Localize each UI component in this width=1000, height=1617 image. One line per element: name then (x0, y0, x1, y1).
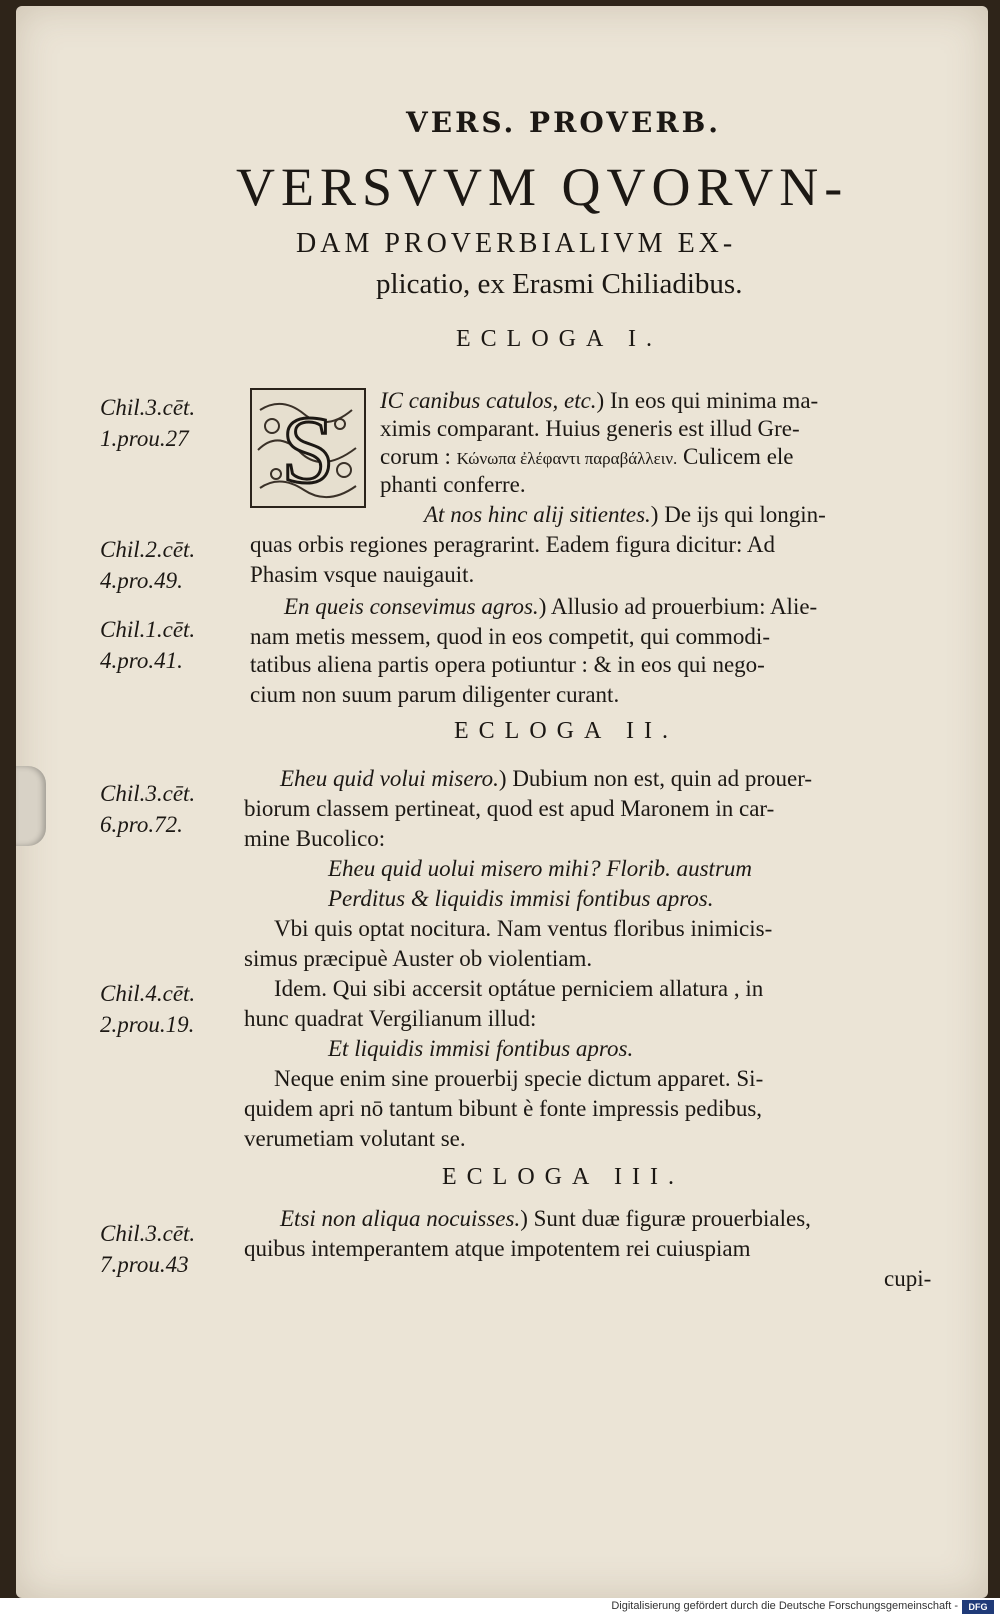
e3-line-1-lemma: Etsi non aliqua nocuisses. (280, 1206, 521, 1231)
margin-note-3 (100, 614, 240, 676)
e1-line-1 (380, 388, 818, 414)
decorated-initial (250, 388, 366, 508)
margin-note-2-line2: 4.pro.49. (100, 568, 183, 593)
title-line-1: VERSVVM QVORVN- (236, 157, 849, 217)
e1-line-11: cium non suum parum diligenter curant. (250, 682, 620, 707)
margin-note-4-line2: 6.pro.72. (100, 812, 183, 837)
e2-line-1-lemma: Eheu quid volui misero. (280, 766, 499, 791)
margin-note-4-line1: Chil.3.cēt. (100, 781, 196, 806)
e1-line-1-lemma: IC canibus catulos, etc. (380, 388, 597, 413)
title-line-3: plicatio, ex Erasmi Chiliadibus. (376, 268, 743, 300)
e2-line-1-text: ) Dubium non est, quin ad prouer- (498, 766, 813, 791)
e2-line-3: mine Bucolico: (244, 826, 386, 851)
e1-line-6: quas orbis regiones peragrarint. Eadem figura dicitur: Ad (250, 532, 776, 557)
dfg-logo: DFG (962, 1600, 994, 1614)
e1-greek-quote: Κώνωπα ἐλέφαντι παραβάλλειν. (456, 449, 678, 468)
e2-line-6: Idem. Qui sibi accersit optátue perniciem allatura , in (274, 976, 764, 1001)
margin-note-1-line1: Chil.3.cēt. (100, 395, 196, 420)
margin-note-3-line2: 4.pro.41. (100, 648, 183, 673)
e3-line-1 (280, 1206, 811, 1232)
e1-line-8 (284, 594, 817, 620)
book-page (16, 6, 988, 1598)
e1-line-5-text: ) De ijs qui longin- (650, 502, 826, 527)
ecloga-heading-1: ECLOGA I. (456, 326, 662, 352)
margin-note-2 (100, 534, 240, 596)
e1-line-8-lemma: En queis consevimus agros. (284, 594, 539, 619)
e1-line-5-lemma: At nos hinc alij sitientes. (424, 502, 651, 527)
footer-bar (0, 1598, 1000, 1617)
e2-line-1 (280, 766, 812, 792)
margin-note-6 (100, 1218, 240, 1280)
margin-note-3-line1: Chil.1.cēt. (100, 617, 196, 642)
e1-line-5 (424, 502, 826, 528)
e2-line-10: verumetiam volutant se. (244, 1126, 466, 1151)
margin-note-5 (100, 978, 240, 1040)
e1-line-9: nam metis messem, quod in eos competit, qui commodi- (250, 624, 770, 649)
e3-line-1-text: ) Sunt duæ figuræ prouerbiales, (520, 1206, 811, 1231)
svg-text:S: S (281, 396, 335, 503)
e2-quote-2: Perditus & liquidis immisi fontibus apros. (328, 886, 714, 911)
footer-credit: Digitalisierung gefördert durch die Deutsche Forschungsgemeinschaft - (611, 1600, 958, 1612)
e1-line-2: ximis comparant. Huius generis est illud Gre- (380, 416, 800, 441)
e1-line-3b: Culicem ele (683, 444, 794, 469)
e1-line-10: tatibus aliena partis opera potiuntur : & in eos qui nego- (250, 652, 765, 677)
ecloga-heading-3: ECLOGA III. (442, 1164, 684, 1190)
margin-note-1-line2: 1.prou.27 (100, 426, 189, 451)
e2-line-2: biorum classem pertineat, quod est apud Maronem in car- (244, 796, 775, 821)
ecloga-heading-2: ECLOGA II. (454, 718, 678, 744)
margin-note-5-line1: Chil.4.cēt. (100, 981, 196, 1006)
margin-note-6-line2: 7.prou.43 (100, 1252, 189, 1277)
e1-line-3a: corum : (380, 444, 451, 469)
book-clasp (16, 766, 46, 846)
running-head: VERS. PROVERB. (406, 106, 722, 139)
e3-line-2: quibus intemperantem atque impotentem rei cuiuspiam (244, 1236, 751, 1261)
margin-note-5-line2: 2.prou.19. (100, 1012, 195, 1037)
catchword: cupi- (884, 1266, 932, 1291)
margin-note-2-line1: Chil.2.cēt. (100, 537, 196, 562)
ornament-initial-icon (252, 390, 364, 506)
e2-quote-3: Et liquidis immisi fontibus apros. (328, 1036, 634, 1061)
margin-note-6-line1: Chil.3.cēt. (100, 1221, 196, 1246)
e2-quote-1: Eheu quid uolui misero mihi? Florib. austrum (328, 856, 753, 881)
title-line-2: DAM PROVERBIALIVM EX- (296, 228, 737, 259)
e1-line-3 (380, 444, 794, 470)
e2-line-5: simus præcipuè Auster ob violentiam. (244, 946, 593, 971)
e2-line-9: quidem apri nō tantum bibunt è fonte impressis pedibus, (244, 1096, 763, 1121)
e1-line-1-text: ) In eos qui minima ma- (596, 388, 819, 413)
margin-note-4 (100, 778, 240, 840)
margin-note-1 (100, 392, 240, 454)
e1-line-7: Phasim vsque nauigauit. (250, 562, 475, 587)
e1-line-8-text: ) Allusio ad prouerbium: Alie- (538, 594, 818, 619)
e2-line-4: Vbi quis optat nocitura. Nam ventus floribus inimicis- (274, 916, 773, 941)
e2-line-7: hunc quadrat Vergilianum illud: (244, 1006, 537, 1031)
e1-line-4: phanti conferre. (380, 472, 526, 497)
e2-line-8: Neque enim sine prouerbij specie dictum apparet. Si- (274, 1066, 764, 1091)
